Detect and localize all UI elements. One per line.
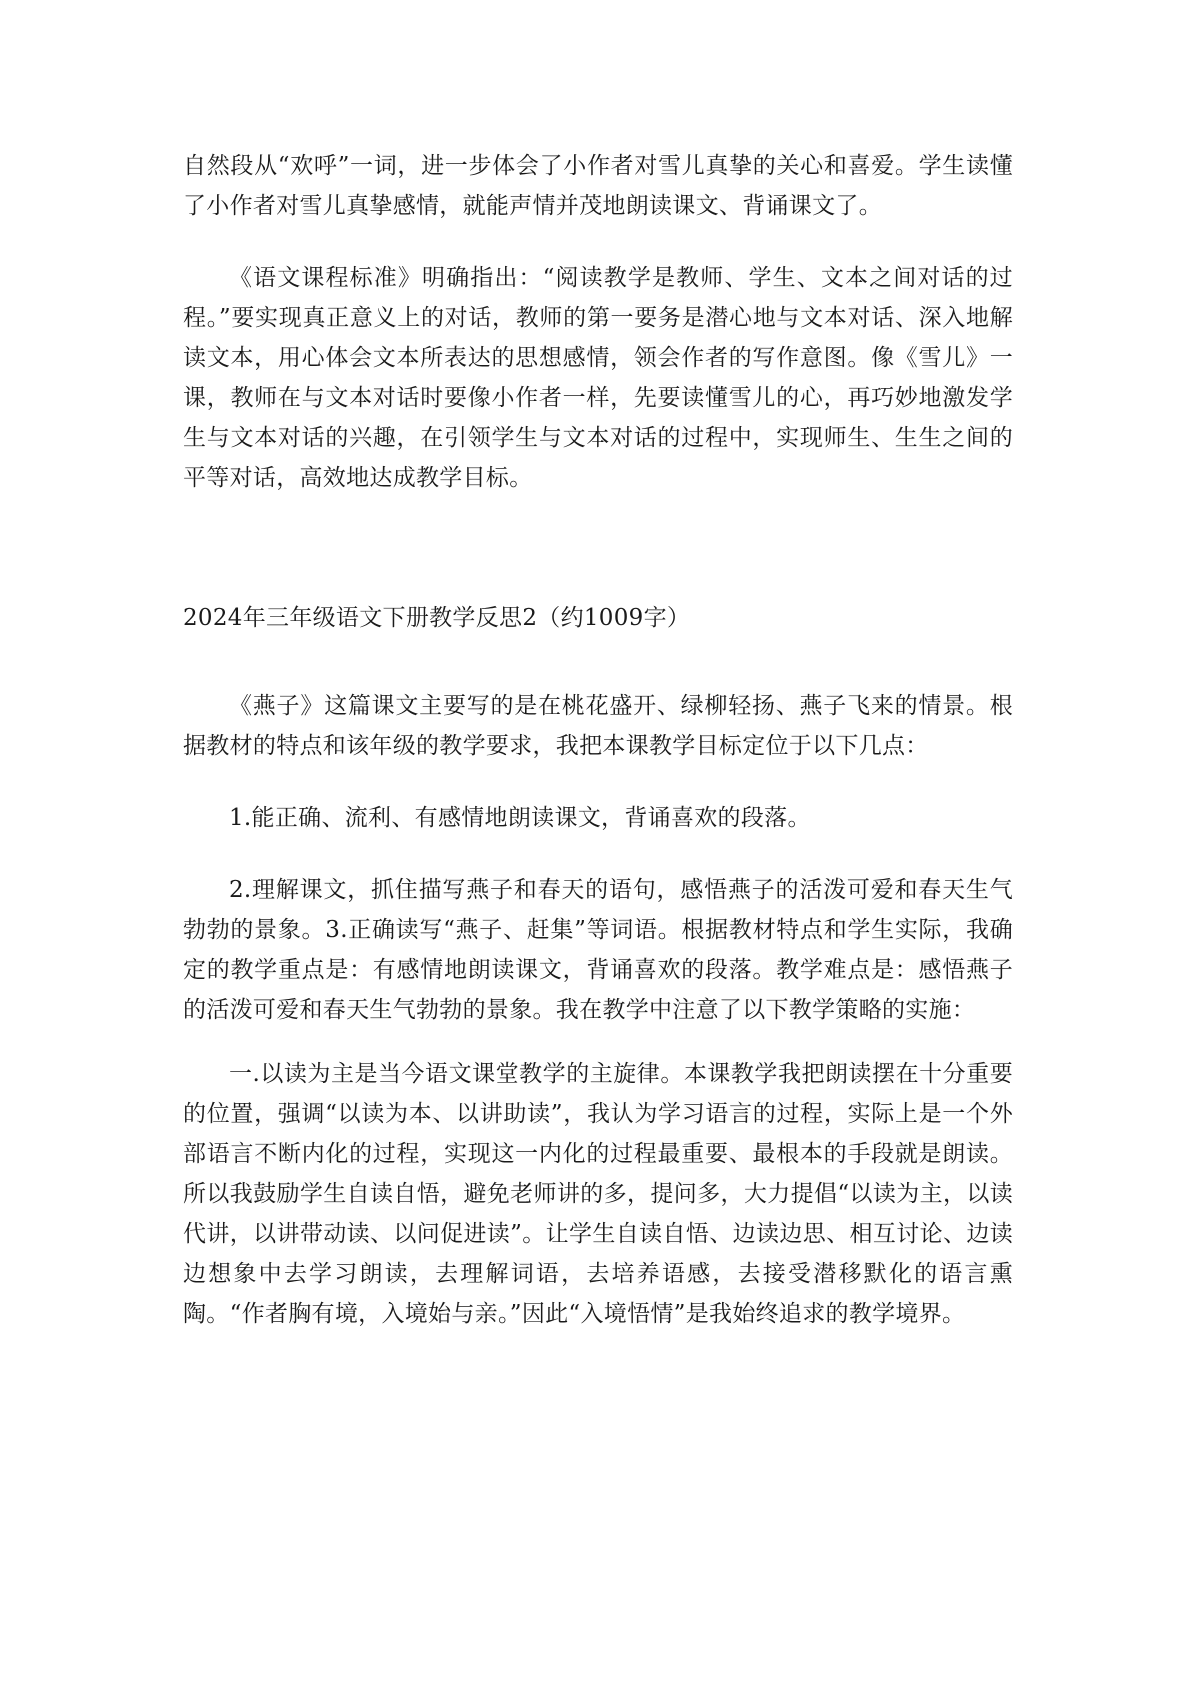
paragraph-goal-2: 2.理解课文，抓住描写燕子和春天的语句，感悟燕子的活泼可爱和春天生气勃勃的景象。3.正确读写“燕子、赶集”等词语。根据教材特点和学生实际，我确定的教学重点是：有感情地朗读课文，背诵喜欢的段落。教学难点是：感悟燕子的活泼可爱和春天生气勃勃的景象。我在教学中注意了以下教学策略的实施： bbox=[183, 877, 1013, 1023]
paragraph-goal-1: 1.能正确、流利、有感情地朗读课文，背诵喜欢的段落。 bbox=[229, 805, 811, 831]
section-title: 2024年三年级语文下册教学反思2（约1009字） bbox=[183, 605, 691, 631]
paragraph-curriculum-standard: 《语文课程标准》明确指出：“阅读教学是教师、学生、文本之间对话的过程。”要实现真正意义上的对话，教师的第一要务是潜心地与文本对话、深入地解读文本，用心体会文本所表达的思想感情，领会作者的写作意图。像《雪儿》一课，教师在与文本对话时要像小作者一样，先要读懂雪儿的心，再巧妙地激发学生与文本对话的兴趣，在引领学生与文本对话的过程中，实现师生、生生之间的平等对话，高效地达成教学目标。 bbox=[183, 265, 1013, 491]
paragraph-swallow-intro: 《燕子》这篇课文主要写的是在桃花盛开、绿柳轻扬、燕子飞来的情景。根据教材的特点和该年级的教学要求，我把本课教学目标定位于以下几点： bbox=[183, 693, 1013, 759]
paragraph-strategy-1: 一.以读为主是当今语文课堂教学的主旋律。本课教学我把朗读摆在十分重要的位置，强调“以读为本、以讲助读”，我认为学习语言的过程，实际上是一个外部语言不断内化的过程，实现这一内化的过程最重要、最根本的手段就是朗读。所以我鼓励学生自读自悟，避免老师讲的多，提问多，大力提倡“以读为主，以读代讲，以讲带动读、以问促进读”。让学生自读自悟、边读边思、相互讨论、边读边想象中去学习朗读，去理解词语，去培养语感，去接受潜移默化的语言熏陶。“作者胸有境，入境始与亲。”因此“入境悟情”是我始终追求的教学境界。 bbox=[183, 1061, 1013, 1327]
paragraph-continuation: 自然段从“欢呼”一词，进一步体会了小作者对雪儿真挚的关心和喜爱。学生读懂了小作者对雪儿真挚感情，就能声情并茂地朗读课文、背诵课文了。 bbox=[183, 153, 1013, 219]
